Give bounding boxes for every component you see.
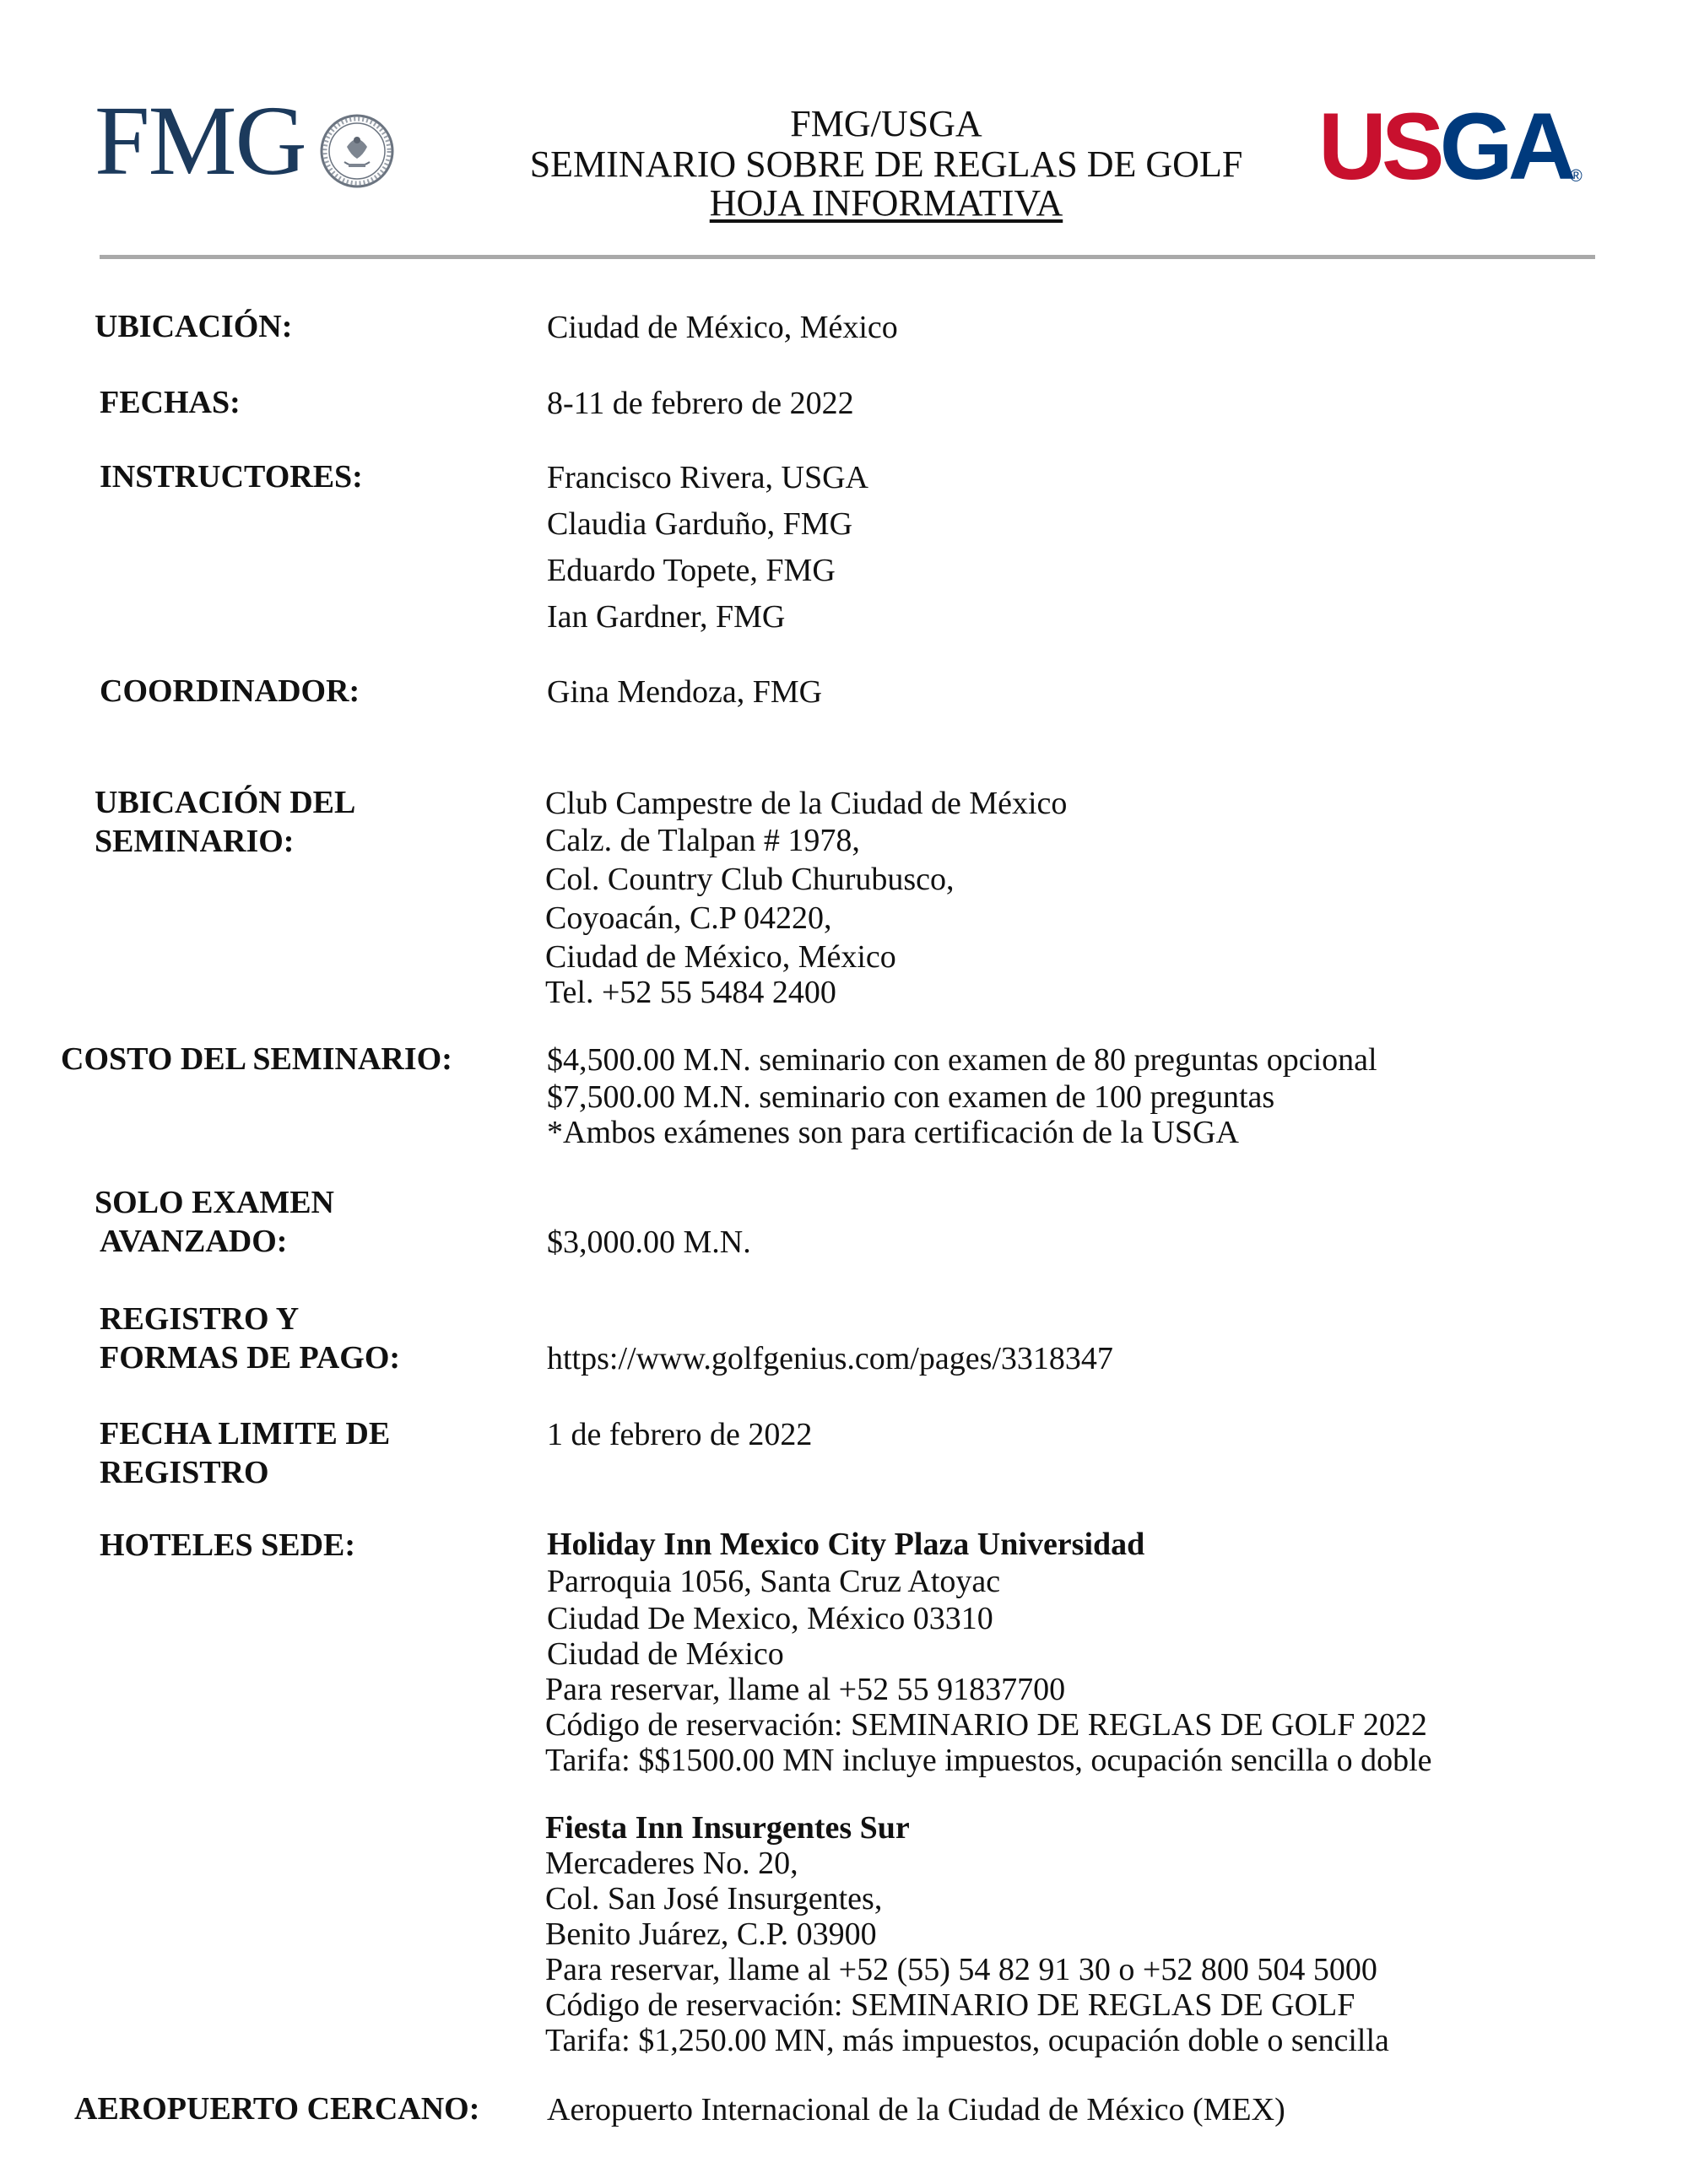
hotel-detail-line: Código de reservación: SEMINARIO DE REGLAS DE GOLF 2022 — [545, 1707, 1427, 1743]
coordinador-value: Gina Mendoza, FMG — [547, 674, 823, 710]
fechas-label: FECHAS: — [100, 385, 241, 420]
seminario-address-line: Calz. de Tlalpan # 1978, — [545, 823, 860, 858]
instructor-item: Ian Gardner, FMG — [547, 599, 786, 635]
fecha-limite-label: FECHA LIMITE DE — [100, 1416, 391, 1451]
hoteles-label: HOTELES SEDE: — [100, 1527, 356, 1563]
fecha-limite-label: REGISTRO — [100, 1455, 269, 1490]
hotel-detail-line: Benito Juárez, C.P. 03900 — [545, 1916, 877, 1952]
solo-examen-label: SOLO EXAMEN — [95, 1185, 334, 1220]
seminario-address-line: Club Campestre de la Ciudad de México — [545, 786, 1068, 821]
hotel-name: Holiday Inn Mexico City Plaza Universidad — [547, 1527, 1145, 1562]
hotel-detail-line: Tarifa: $1,250.00 MN, más impuestos, ocupación doble o sencilla — [545, 2023, 1389, 2058]
ubicacion-seminario-label: SEMINARIO: — [95, 824, 295, 859]
hotel-detail-line: Código de reservación: SEMINARIO DE REGLAS DE GOLF — [545, 1987, 1355, 2023]
seminario-address-line: Coyoacán, C.P 04220, — [545, 900, 832, 936]
hotel-detail-line: Ciudad De Mexico, México 03310 — [547, 1601, 993, 1636]
hotel-detail-line: Tarifa: $$1500.00 MN incluye impuestos, ocupación sencilla o doble — [545, 1743, 1432, 1778]
instructores-label: INSTRUCTORES: — [100, 459, 363, 495]
costo-label: COSTO DEL SEMINARIO: — [61, 1041, 452, 1077]
fecha-limite-value: 1 de febrero de 2022 — [547, 1417, 813, 1452]
fechas-value: 8-11 de febrero de 2022 — [547, 386, 854, 421]
usga-logo-ga: GA — [1439, 94, 1572, 199]
costo-note: *Ambos exámenes son para certificación de la USGA — [547, 1115, 1239, 1150]
aeropuerto-label: AEROPUERTO CERCANO: — [74, 2091, 480, 2127]
ubicacion-label: UBICACIÓN: — [95, 309, 293, 344]
document-title-line1: FMG/USGA — [790, 103, 982, 144]
costo-line: $7,500.00 M.N. seminario con examen de 100 preguntas — [547, 1079, 1275, 1115]
usga-logo-us: US — [1318, 94, 1440, 199]
ubicacion-value: Ciudad de México, México — [547, 310, 898, 345]
registered-mark: ® — [1570, 167, 1582, 186]
aeropuerto-value: Aeropuerto Internacional de la Ciudad de México (MEX) — [547, 2092, 1285, 2127]
document-title-line2: SEMINARIO SOBRE DE REGLAS DE GOLF — [529, 143, 1243, 185]
solo-examen-label: AVANZADO: — [100, 1224, 288, 1259]
fmg-logo: FMG — [95, 85, 306, 196]
hotel-detail-line: Mercaderes No. 20, — [545, 1846, 798, 1881]
mexican-federation-seal-icon — [319, 113, 395, 189]
hotel-detail-line: Para reservar, llame al +52 55 91837700 — [545, 1672, 1066, 1707]
usga-logo — [1318, 94, 1572, 199]
registro-url: https://www.golfgenius.com/pages/3318347 — [547, 1341, 1113, 1376]
document-title-line3: HOJA INFORMATIVA — [709, 182, 1063, 224]
coordinador-label: COORDINADOR: — [100, 673, 360, 709]
seminario-phone: Tel. +52 55 5484 2400 — [545, 975, 836, 1010]
instructor-item: Francisco Rivera, USGA — [547, 460, 868, 495]
seminario-address-line: Col. Country Club Churubusco, — [545, 862, 955, 897]
header-divider — [100, 255, 1595, 259]
registro-label: REGISTRO Y — [100, 1301, 300, 1337]
hotel-detail-line: Ciudad de México — [547, 1636, 784, 1672]
hotel-detail-line: Parroquia 1056, Santa Cruz Atoyac — [547, 1564, 1001, 1599]
instructor-item: Claudia Garduño, FMG — [547, 506, 853, 542]
hotel-name: Fiesta Inn Insurgentes Sur — [545, 1810, 910, 1846]
hotel-detail-line: Para reservar, llame al +52 (55) 54 82 91 30 o +52 800 504 5000 — [545, 1952, 1377, 1987]
registro-label: FORMAS DE PAGO: — [100, 1340, 401, 1376]
ubicacion-seminario-label: UBICACIÓN DEL — [95, 785, 356, 820]
costo-line: $4,500.00 M.N. seminario con examen de 80 preguntas opcional — [547, 1042, 1377, 1078]
instructor-item: Eduardo Topete, FMG — [547, 553, 836, 588]
solo-examen-value: $3,000.00 M.N. — [547, 1224, 751, 1260]
seminario-address-line: Ciudad de México, México — [545, 939, 896, 975]
hotel-detail-line: Col. San José Insurgentes, — [545, 1881, 883, 1916]
